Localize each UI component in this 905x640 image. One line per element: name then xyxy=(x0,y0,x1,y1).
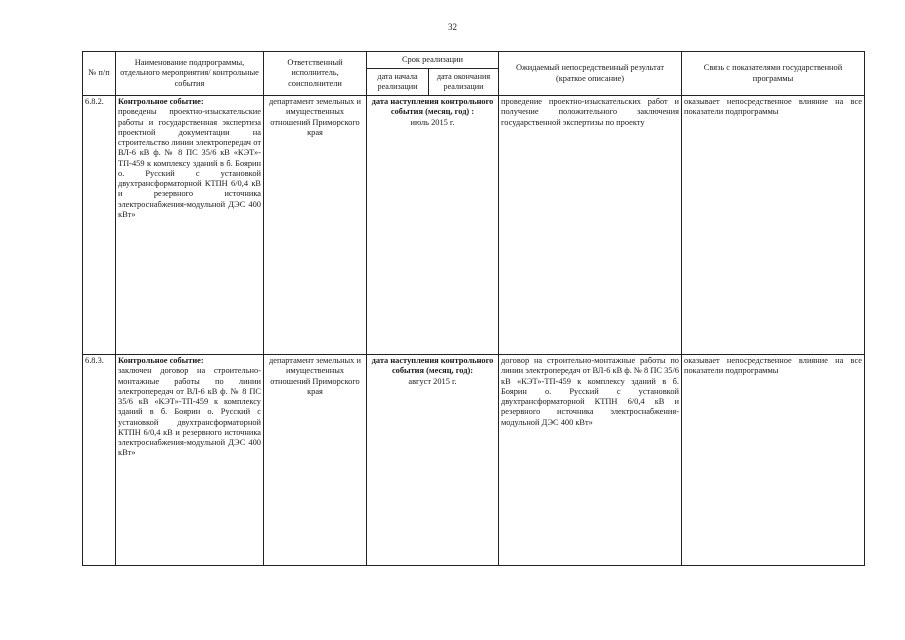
result-cell: договор на строительно-монтажные работы по линии электропередач от ВЛ-6 кВ ф. № 8 ПС 35/6 кВ «КЭТ»-ТП-459 к комплексу зданий в б. Боярин о. Русский с установкой двухтрансформаторной КТПН 6/0,4 кВ и резервного источника электроснабжения-модульной ДЭС 400 кВт» xyxy=(499,355,682,566)
header-responsible: Ответственный исполнитель, соисполнители xyxy=(264,52,367,96)
header-end-date: дата окончания реализации xyxy=(429,69,499,96)
date-value: август 2015 г. xyxy=(408,376,457,386)
header-result: Ожидаемый непосредственный результат (краткое описание) xyxy=(499,52,682,96)
row-number: 6.8.3. xyxy=(83,355,116,566)
header-link: Связь с показателями государственной программы xyxy=(682,52,865,96)
header-term: Срок реализации xyxy=(367,52,499,69)
event-description: заключен договор на строительно-монтажные работы по линии электропередач от ВЛ-6 кВ ф. № 8 ПС 35/6 кВ «КЭТ»-ТП-459 к комплексу зданий в б. Боярин о. Русский с установкой двухтрансформаторной КТПН 6/0,4 кВ и резервного источника электроснабжения-модульной ДЭС 400 кВт» xyxy=(118,366,261,458)
event-title: Контрольное событие: xyxy=(118,97,204,106)
event-title: Контрольное событие: xyxy=(118,356,204,365)
header-start-date: дата начала реализации xyxy=(367,69,429,96)
responsible-cell: департамент земельных и имущественных отношений Приморского края xyxy=(264,355,367,566)
event-name-cell xyxy=(116,96,264,355)
program-events-table xyxy=(82,51,865,566)
responsible-cell: департамент земельных и имущественных отношений Приморского края xyxy=(264,96,367,355)
page-number: 32 xyxy=(448,22,457,32)
event-description: проведены проектно-изыскательские работы и государственная экспертиза проектной документации на строительство линии электропередач от ВЛ-6 кВ ф. № 8 ПС 35/6 кВ «КЭТ»-ТП-459 к комплексу зданий в б. Боярин о. Русский с установкой двухтрансформаторной КТПН 6/0,4 кВ и резервного источника электроснабжения-модульной ДЭС 400 кВт» xyxy=(118,107,261,219)
table-row xyxy=(83,355,865,566)
result-cell: проведение проектно-изыскательских работ и получение положительного заключения государственной экспертизы по проекту xyxy=(499,96,682,355)
date-cell xyxy=(367,355,499,566)
table-row xyxy=(83,96,865,355)
date-value: июль 2015 г. xyxy=(410,117,455,127)
header-name: Наименование подпрограммы, отдельного мероприятия/ контрольные события xyxy=(116,52,264,96)
link-cell: оказывает непосредственное влияние на все показатели подпрограммы xyxy=(682,355,865,566)
date-title: дата наступления контрольного события (месяц, год) : xyxy=(371,97,494,117)
date-title: дата наступления контрольного события (месяц, год): xyxy=(371,356,494,376)
link-cell: оказывает непосредственное влияние на все показатели подпрограммы xyxy=(682,96,865,355)
row-number: 6.8.2. xyxy=(83,96,116,355)
event-name-cell xyxy=(116,355,264,566)
header-num: № п/п xyxy=(83,52,116,96)
date-cell xyxy=(367,96,499,355)
